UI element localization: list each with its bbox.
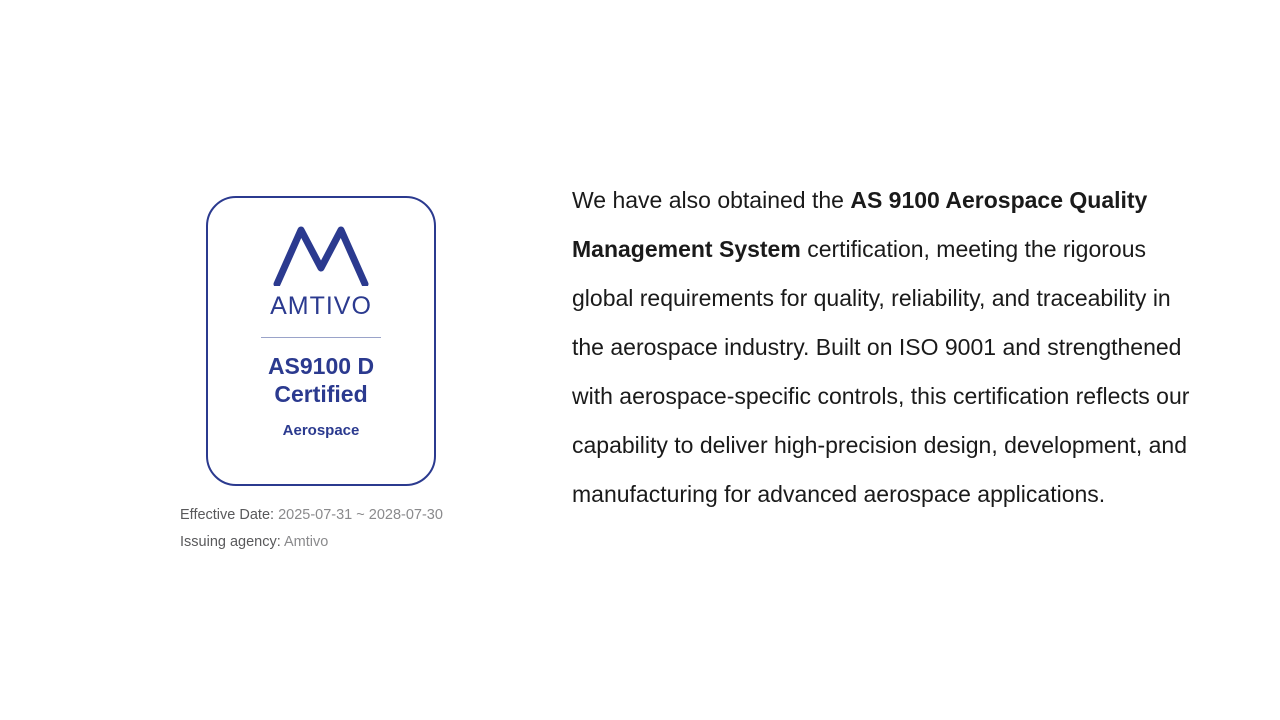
badge-brand: AMTIVO — [270, 292, 372, 320]
certificate-block — [180, 196, 480, 556]
certification-badge — [206, 196, 436, 486]
badge-title — [268, 352, 374, 408]
badge-subtitle: Aerospace — [282, 422, 360, 440]
paragraph-lead: We have also obtained the — [572, 187, 851, 213]
badge-divider — [261, 337, 381, 338]
issuing-agency-row — [180, 529, 480, 556]
badge-title-line2: Certified — [274, 381, 368, 408]
issuing-agency-label: Issuing agency: — [180, 533, 281, 550]
effective-date-value: 2025-07-31 ~ 2028-07-30 — [278, 507, 443, 523]
certificate-meta — [180, 502, 480, 556]
badge-title-line1: AS9100 D — [267, 353, 375, 379]
issuing-agency-value: Amtivo — [284, 533, 329, 550]
effective-date-row — [180, 502, 480, 529]
amtivo-double-arch-logo-icon — [271, 224, 371, 286]
description-paragraph — [572, 176, 1192, 519]
paragraph-rest: certification, meeting the rigorous global requirements for quality, reliability, and traceability in the aerospace industry. Built on ISO 9001 and strengthened with aerospace-specific controls, this certification reflects our capability to deliver high-precision design, development, and manufacturing for advanced aerospace applications. — [572, 236, 1190, 507]
paragraph-standard-name: AS 9100 Aerospace Quality Management System — [572, 187, 1148, 262]
effective-date-label: Effective Date: — [180, 507, 275, 523]
